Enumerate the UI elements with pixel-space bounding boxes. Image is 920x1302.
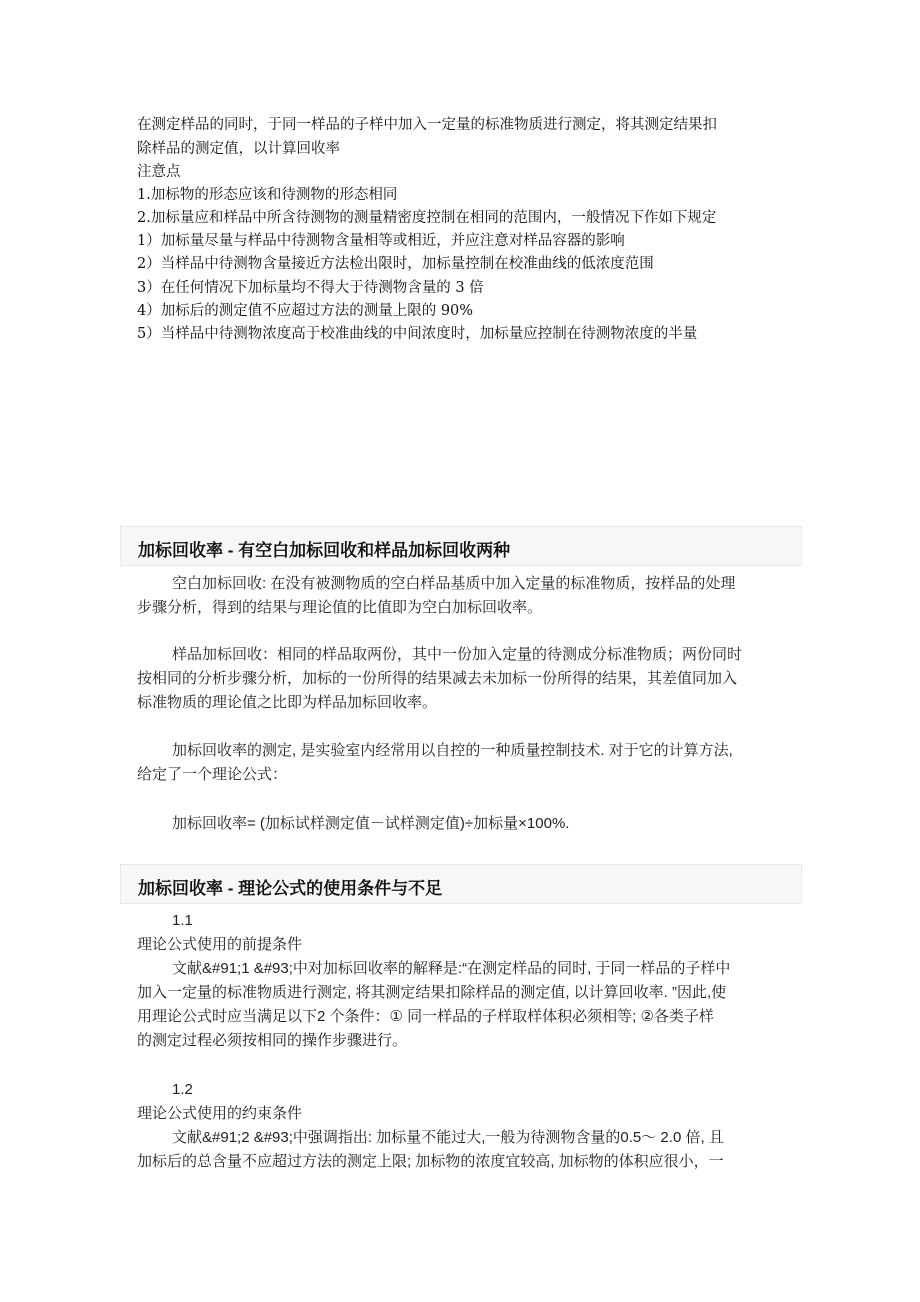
text-line: 文献&#91;2 &#93;中强调指出: 加标量不能过大,一般为待测物含量的0.5～ 2.0 倍, 且 [172,1129,724,1146]
text-line: 标准物质的理论值之比即为样品加标回收率。 [137,694,438,711]
text-line: 注意点 [137,164,181,180]
formula-line: 加标回收率= (加标试样测定值－试样测定值)÷加标量×100%. [172,815,570,832]
text-line: 1.加标物的形态应该和待测物的形态相同 [137,187,398,203]
text-line: 用理论公式时应当满足以下2 个条件：① 同一样品的子样取样体积必须相等; ②各类子样 [137,1008,714,1025]
subsection-number: 1.1 [172,912,193,929]
text-line: 2.加标量应和样品中所含待测物的测量精密度控制在相同的范围内，一般情况下作如下规定 [137,210,717,226]
text-line: 给定了一个理论公式： [137,766,288,783]
text-line: 1）加标量尽量与样品中待测物含量相等或相近，并应注意对样品容器的影响 [137,233,625,249]
text-line: 除样品的测定值，以计算回收率 [137,141,340,157]
text-line: 加标后的总含量不应超过方法的测定上限; 加标物的浓度宜较高, 加标物的体积应很小，一 [137,1153,724,1170]
section-title: 加标回收率 - 有空白加标回收和样品加标回收两种 [138,541,511,560]
text-line: 样品加标回收：相同的样品取两份，其中一份加入定量的待测成分标准物质；两份同时 [172,646,743,663]
text-line: 3）在任何情况下加标量均不得大于待测物含量的 3 倍 [137,280,484,296]
text-line: 5）当样品中待测物浓度高于校准曲线的中间浓度时，加标量应控制在待测物浓度的半量 [137,326,698,342]
text-line: 文献&#91;1 &#93;中对加标回收率的解释是:“在测定样品的同时, 于同一样品的子样中 [172,960,731,977]
text-line: 4）加标后的测定值不应超过方法的测量上限的 90% [137,303,474,319]
text-line: 按相同的分析步骤分析，加标的一份所得的结果减去未加标一份所得的结果，其差值同加入 [137,670,738,687]
text-line: 空白加标回收: 在没有被测物质的空白样品基质中加入定量的标准物质，按样品的处理 [172,575,736,592]
subsection-title: 理论公式使用的前提条件 [137,936,303,953]
section-title: 加标回收率 - 理论公式的使用条件与不足 [138,879,443,898]
text-line: 加入一定量的标准物质进行测定, 将其测定结果扣除样品的测定值, 以计算回收率. ”因此,使 [137,984,727,1001]
text-line: 步骤分析，得到的结果与理论值的比值即为空白加标回收率。 [137,599,543,616]
section-header [120,526,802,566]
text-line: 的测定过程必须按相同的操作步骤进行。 [137,1032,408,1049]
text-line: 加标回收率的测定, 是实验室内经常用以自控的一种质量控制技术. 对于它的计算方法, [172,742,733,759]
subsection-number: 1.2 [172,1081,193,1098]
subsection-title: 理论公式使用的约束条件 [137,1105,303,1122]
text-line: 2）当样品中待测物含量接近方法检出限时，加标量控制在校准曲线的低浓度范围 [137,256,654,272]
section-header [120,864,802,904]
text-line: 在测定样品的同时，于同一样品的子样中加入一定量的标准物质进行测定，将其测定结果扣 [137,117,717,133]
